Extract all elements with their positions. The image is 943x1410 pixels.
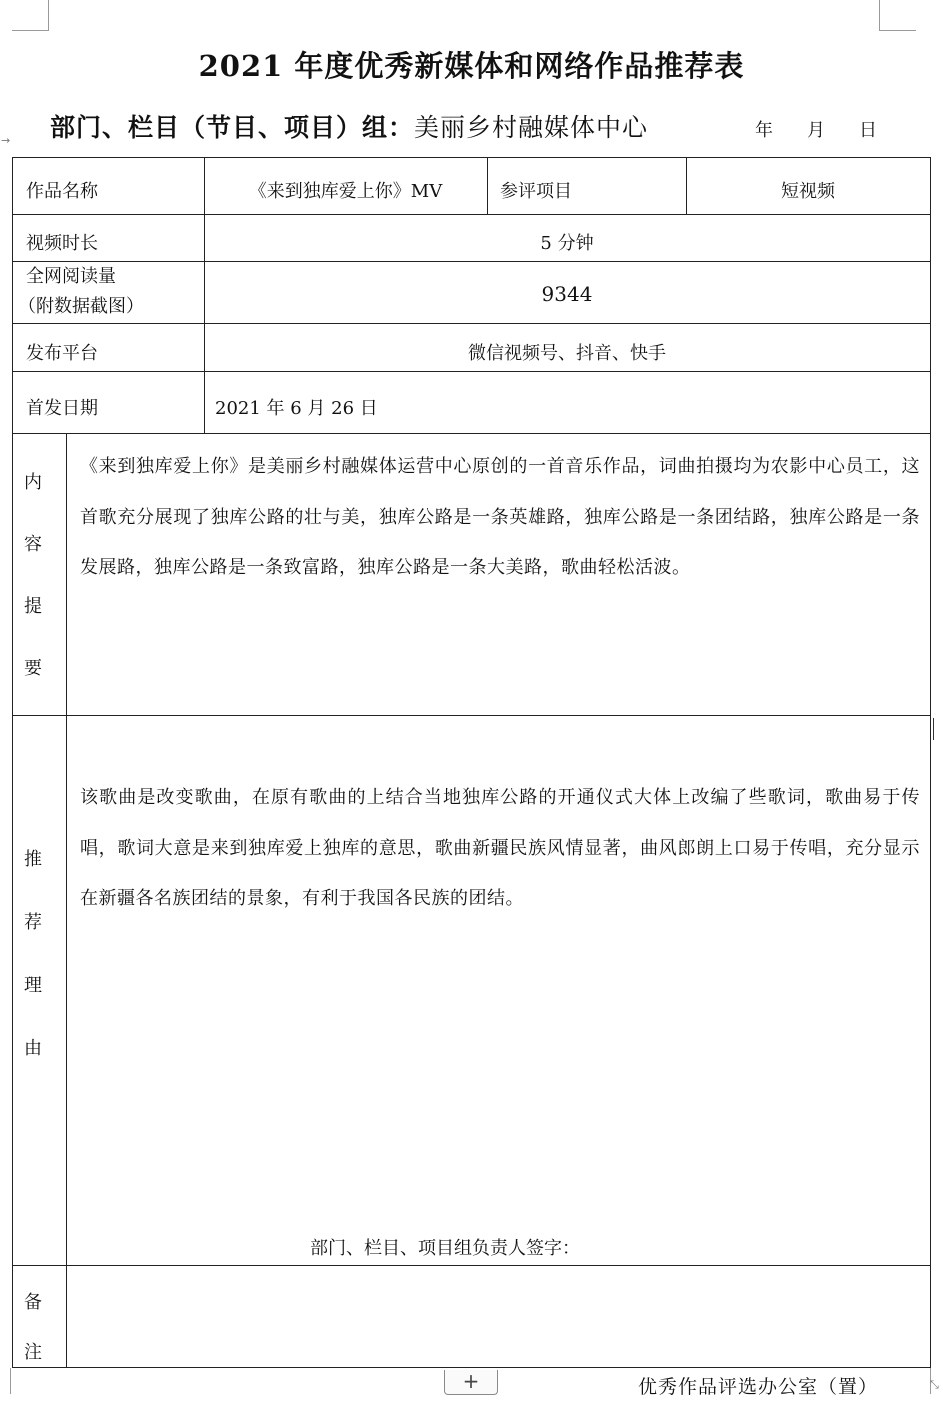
resize-handle-icon[interactable]: ⤡ [930,1378,939,1391]
reason-text[interactable]: 该歌曲是改变歌曲，在原有歌曲的上结合当地独库公路的开通仪式大体上改编了些歌词，歌曲易于传唱，歌词大意是来到独库爱上独库的意思，歌曲新疆民族风情显著，曲风郎朗上口易于传唱，充分显示在新疆各名族团结的景象，有利于我国各民族的团结。 [80,787,920,909]
duration-label: 视频时长 [26,233,98,254]
month-unit: 月 [807,120,825,141]
remarks-label-char: 备 [24,1292,42,1313]
summary-label-char: 容 [24,534,42,555]
remarks-label [0,1288,66,1368]
vertical-label-divider [66,433,67,1368]
reason-label [0,845,66,1097]
reads-value[interactable]: 9344 [541,282,593,306]
row-divider [12,371,931,372]
first-release-date-label: 首发日期 [26,398,98,419]
table-border-bottom [12,1367,931,1368]
date-units [755,116,877,142]
crop-mark-top-right [879,0,916,31]
remarks-field[interactable] [67,1266,930,1367]
day-unit: 日 [859,120,877,141]
summary-label-char: 内 [24,472,42,493]
office-seal-text: 优秀作品评选办公室（置） [638,1376,879,1398]
summary-label-char: 提 [24,596,42,617]
duration-value[interactable]: 5 分钟 [540,233,594,254]
year-unit: 年 [755,120,773,141]
table-border-right [930,157,931,1368]
category-value[interactable]: 短视频 [781,181,835,202]
row-divider [12,214,931,215]
crop-mark-bottom-left [0,1368,11,1394]
work-name-value[interactable]: 《来到独库爱上你》MV [248,181,443,202]
first-release-date-value[interactable]: 2021 年 6 月 26 日 [215,398,378,419]
reason-label-char: 理 [24,975,42,996]
table-border-left [12,157,13,1368]
reason-label-char: 荐 [24,912,42,933]
signature-label: 部门、栏目、项目组负责人签字： [310,1238,580,1259]
category-label: 参评项目 [500,181,572,202]
reason-label-char: 由 [24,1038,42,1059]
reads-label: 全网阅读量 [26,266,116,287]
page-title: 2021 年度优秀新媒体和网络作品推荐表 [198,49,745,83]
department-label: 部门、栏目（节目、项目）组： [50,113,415,142]
work-name-label: 作品名称 [26,181,98,202]
department-line [50,108,648,144]
platform-label: 发布平台 [26,343,98,364]
column-divider [487,157,488,214]
row-divider [12,261,931,262]
text-cursor [933,718,934,740]
arrow-right-icon: → [1,134,11,147]
row-divider [12,715,931,716]
summary-label [0,468,66,716]
crop-mark-top-left [12,0,49,31]
summary-text[interactable]: 《来到独库爱上你》是美丽乡村融媒体运营中心原创的一首音乐作品，词曲拍摄均为农影中心员工，这首歌充分展现了独库公路的壮与美，独库公路是一条英雄路，独库公路是一条团结路，独库公路是一条发展路，独库公路是一条致富路，独库公路是一条大美路，歌曲轻松活波。 [80,456,920,578]
table-border-top [12,157,931,158]
summary-label-char: 要 [24,658,42,679]
row-divider [12,433,931,434]
reason-label-char: 推 [24,849,42,870]
department-value[interactable]: 美丽乡村融媒体中心 [414,113,649,142]
row-divider [12,323,931,324]
platform-value[interactable]: 微信视频号、抖音、快手 [468,343,666,364]
remarks-label-char: 注 [24,1342,42,1363]
plus-icon[interactable]: + [444,1370,498,1395]
reads-label-note: （附数据截图） [18,296,144,317]
